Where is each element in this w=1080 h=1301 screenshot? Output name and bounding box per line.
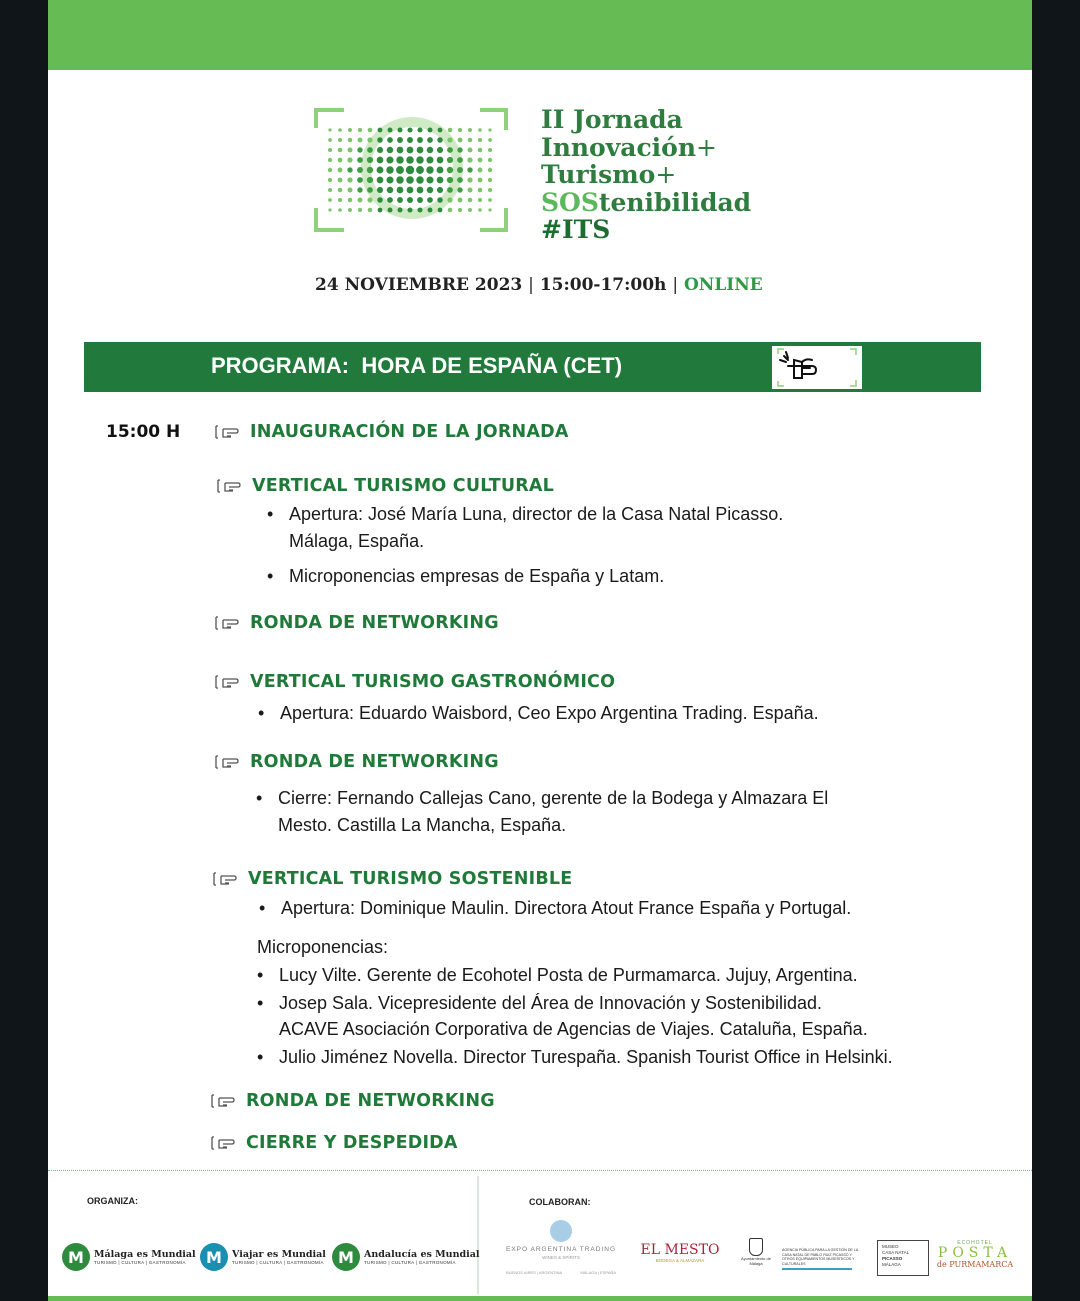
pointing-hand-icon (214, 423, 242, 441)
shield-icon (749, 1238, 763, 1256)
list-item-continuation: Mesto. Castilla La Mancha, España. (278, 815, 567, 835)
section-turismo-gastronomico: VERTICAL TURISMO GASTRONÓMICO (214, 672, 615, 692)
pointing-hand-icon (214, 753, 242, 771)
section-networking-2: RONDA DE NETWORKING (214, 752, 499, 772)
pointing-hand-icon (210, 1134, 238, 1152)
bottom-banner (48, 1296, 1032, 1301)
colaboran-label: COLABORAN: (529, 1197, 591, 1207)
museo-casa-natal-logo: MUSEO CASA NATAL PICASSO MÁLAGA (877, 1240, 929, 1276)
el-mesto-logo: EL MESTO BODEGA & ALMAZARA (640, 1242, 720, 1263)
title-line-1: II Jornada (541, 105, 683, 134)
section-networking-3: RONDA DE NETWORKING (210, 1091, 495, 1111)
event-mode: ONLINE (684, 275, 763, 295)
section-networking-1: RONDA DE NETWORKING (214, 613, 499, 633)
footer-divider (48, 1170, 1032, 1171)
m-logo-icon: M (332, 1243, 360, 1271)
event-date: 24 NOVIEMBRE 2023 (315, 275, 523, 295)
title-line-3: Turismo+ (541, 160, 677, 189)
title-line-2: Innovación+ (541, 132, 717, 162)
m-logo-icon: M (62, 1243, 90, 1271)
pointing-hand-icon (214, 673, 242, 691)
ayuntamiento-malaga-logo: Ayuntamiento de Málaga (738, 1238, 774, 1266)
section-inauguracion: INAUGURACIÓN DE LA JORNADA (214, 422, 569, 442)
program-flyer: II Jornada Innovación+ Turismo+ SOStenibilidad #ITS 24 NOVIEMBRE 2023 | 15:00-17:00h | ONLINE PROGRAMA: HORA DE ESPAÑA (CET) 15:00 H INAUGURACIÓN DE LA JORNADA VERTICAL TURISMO CULTURAL • Apertura: José María Luna, director de la Casa Natal Picasso. Málaga, España. • Microponencias empresas de España y Latam. RONDA DE NETWORKING VERTICAL TURISMO GASTRONÓMICO • Apertura: Eduardo Waisbord, Ceo Expo Argentina Trading. España. RONDA DE NETWORKING • Cierre: Fernando Callejas Cano, gerente de la Bodega y Almazara El Mesto. Castilla La Mancha, España. VERTICAL TURISMO SOSTENIBLE • Apertura: Dominique Maulin. Directora Atout France España y Portugal. Microponencias: • Lucy Vilte. Gerente de Ecohotel Posta de Purmamarca. Jujuy, Argentina. • Josep Sala. Vicepresidente del Área de Innovación y Sostenibilidad. ACAVE Asociación Corporativa de Agencias de Viajes. Cataluña, España. • Julio Jiménez Novella. Director Turespaña. Spanish Tourist Office in Helsinki. RONDA DE NETWORKING CIERRE Y DESPEDIDA ORGANIZA: COLABORAN: M Málaga es Mundial TURISMO | CULTURA | GASTRONOMÍA M Viajar es Mundial TURISMO | CULTURA | GASTRONOMÍA M Andalucía es Mundial TURISMO | CULTURA | GASTRONOMÍA EXPO ARGENTINA TRADING WINES & SPIRITS BUENOS AIRES | ARGENTINA MÁLAGA | ESPAÑA EL MESTO BODEGA & ALMAZARA Ayuntamiento de Málaga AGENCIA PÚBLICA PARA LA GESTIÓN DE LA CASA NATAL DE PABLO RUIZ PICASSO Y OTROS EQUIPAMIENTOS MUSEÍSTICOS Y CULTURALES MUSEO CASA NATAL PICASSO MÁLAGA ECOHOTEL POSTA de PURMAMARCA (48, 0, 1032, 1301)
event-time: 15:00-17:00h (539, 275, 667, 295)
hashtag: #ITS (541, 215, 611, 244)
title-line-4: SOStenibilidad (541, 187, 752, 217)
programa-title: PROGRAMA: HORA DE ESPAÑA (CET) (211, 353, 623, 378)
expo-argentina-logo: EXPO ARGENTINA TRADING WINES & SPIRITS BUENOS AIRES | ARGENTINA MÁLAGA | ESPAÑA (506, 1220, 616, 1275)
list-item-continuation: ACAVE Asociación Corporativa de Agencias de Viajes. Cataluña, España. (279, 1019, 868, 1039)
m-logo-icon: M (200, 1243, 228, 1271)
section-cierre: CIERRE Y DESPEDIDA (210, 1133, 458, 1153)
organiza-label: ORGANIZA: (87, 1196, 138, 1206)
event-date-line: 24 NOVIEMBRE 2023 | 15:00-17:00h | ONLINE (315, 275, 763, 295)
list-item-continuation: Málaga, España. (289, 531, 425, 551)
pointing-hand-icon (214, 614, 242, 632)
sub-label: Microponencias: (257, 937, 389, 957)
ecohotel-posta-logo: ECOHOTEL POSTA de PURMAMARCA (936, 1240, 1014, 1269)
footer-column-divider (477, 1176, 479, 1294)
agencia-publica-logo: AGENCIA PÚBLICA PARA LA GESTIÓN DE LA CASA NATAL DE PABLO RUIZ PICASSO Y OTROS EQUIPAMIENTOS MUSEÍSTICOS Y CULTURALES (782, 1248, 860, 1270)
event-title (541, 106, 751, 244)
section-turismo-sostenible: VERTICAL TURISMO SOSTENIBLE (212, 869, 572, 889)
pointing-hand-icon (216, 477, 244, 495)
time-label: 15:00 H (106, 422, 181, 442)
andalucia-es-mundial-logo: M Andalucía es Mundial TURISMO | CULTURA | GASTRONOMÍA (332, 1243, 480, 1271)
section-turismo-cultural: VERTICAL TURISMO CULTURAL (216, 476, 554, 496)
expo-drop-icon (550, 1220, 572, 1242)
its-logo-icon (314, 108, 510, 234)
viajar-es-mundial-logo: M Viajar es Mundial TURISMO | CULTURA | GASTRONOMÍA (200, 1243, 326, 1271)
accent-line (782, 1268, 852, 1270)
programa-banner (84, 342, 981, 392)
top-banner (48, 0, 1032, 70)
pointing-hand-icon (212, 870, 240, 888)
pointing-hand-icon (210, 1092, 238, 1110)
malaga-es-mundial-logo: M Málaga es Mundial TURISMO | CULTURA | GASTRONOMÍA (62, 1243, 196, 1271)
pointing-hand-icon (772, 346, 862, 389)
